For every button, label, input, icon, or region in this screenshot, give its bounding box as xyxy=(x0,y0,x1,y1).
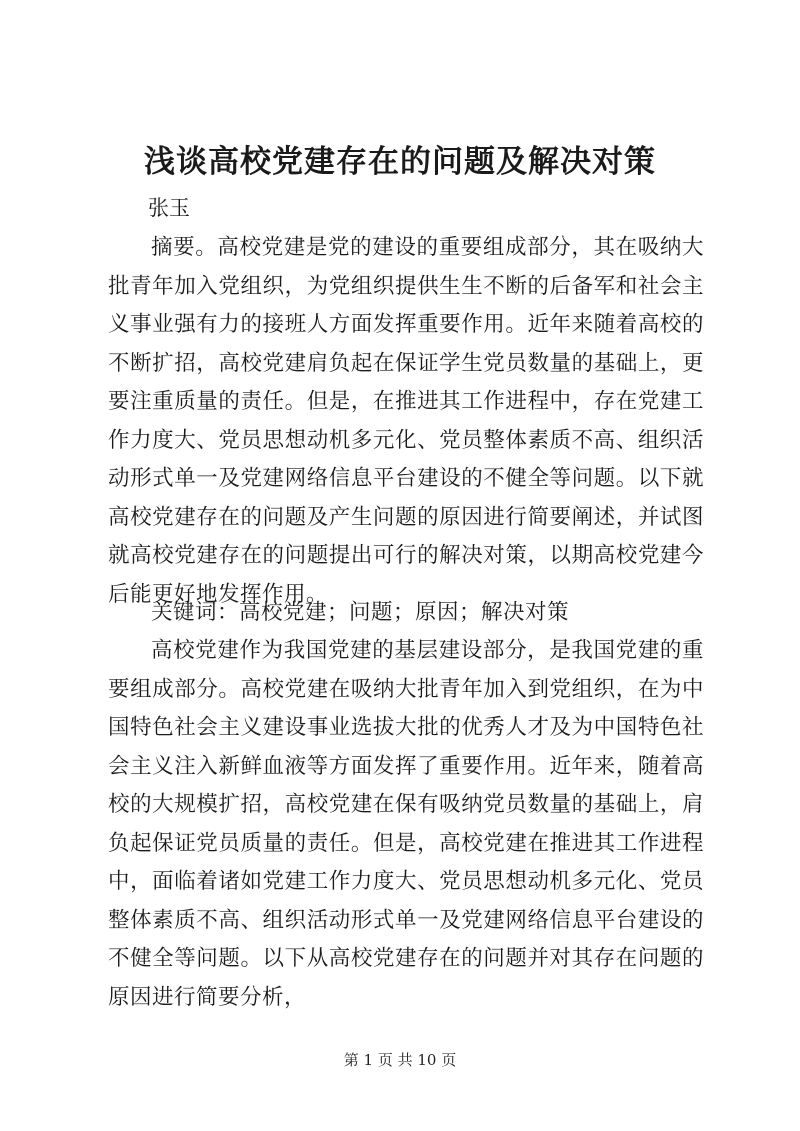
abstract-paragraph: 摘要。高校党建是党的建设的重要组成部分，其在吸纳大批青年加入党组织，为党组织提供生生不断的后备军和社会主义事业强有力的接班人方面发挥重要作用。近年来随着高校的不断扩招，高校党建肩负起在保证学生党员数量的基础上，更要注重质量的责任。但是，在推进其工作进程中，存在党建工作力度大、党员思想动机多元化、党员整体素质不高、组织活动形式单一及党建网络信息平台建设的不健全等问题。以下就高校党建存在的问题及产生问题的原因进行简要阐述，并试图就高校党建存在的问题提出可行的解决对策，以期高校党建今后能更好地发挥作用。 xyxy=(108,235,704,607)
keywords-line: 关键词：高校党建；问题；原因；解决对策 xyxy=(151,600,570,625)
document-title: 浅谈高校党建存在的问题及解决对策 xyxy=(144,144,656,180)
author-name: 张玉 xyxy=(148,196,190,220)
body-paragraph: 高校党建作为我国党建的基层建设部分，是我国党建的重要组成部分。高校党建在吸纳大批青年加入到党组织，在为中国特色社会主义建设事业选拔大批的优秀人才及为中国特色社会主义注入新鲜血液等方面发挥了重要作用。近年来，随着高校的大规模扩招，高校党建在保有吸纳党员数量的基础上，肩负起保证党员质量的责任。但是，高校党建在推进其工作进程中，面临着诸如党建工作力度大、党员思想动机多元化、党员整体素质不高、组织活动形式单一及党建网络信息平台建设的不健全等问题。以下从高校党建存在的问题并对其存在问题的原因进行简要分析， xyxy=(108,638,704,1010)
page-footer: 第 1 页 共 10 页 xyxy=(343,1051,457,1069)
